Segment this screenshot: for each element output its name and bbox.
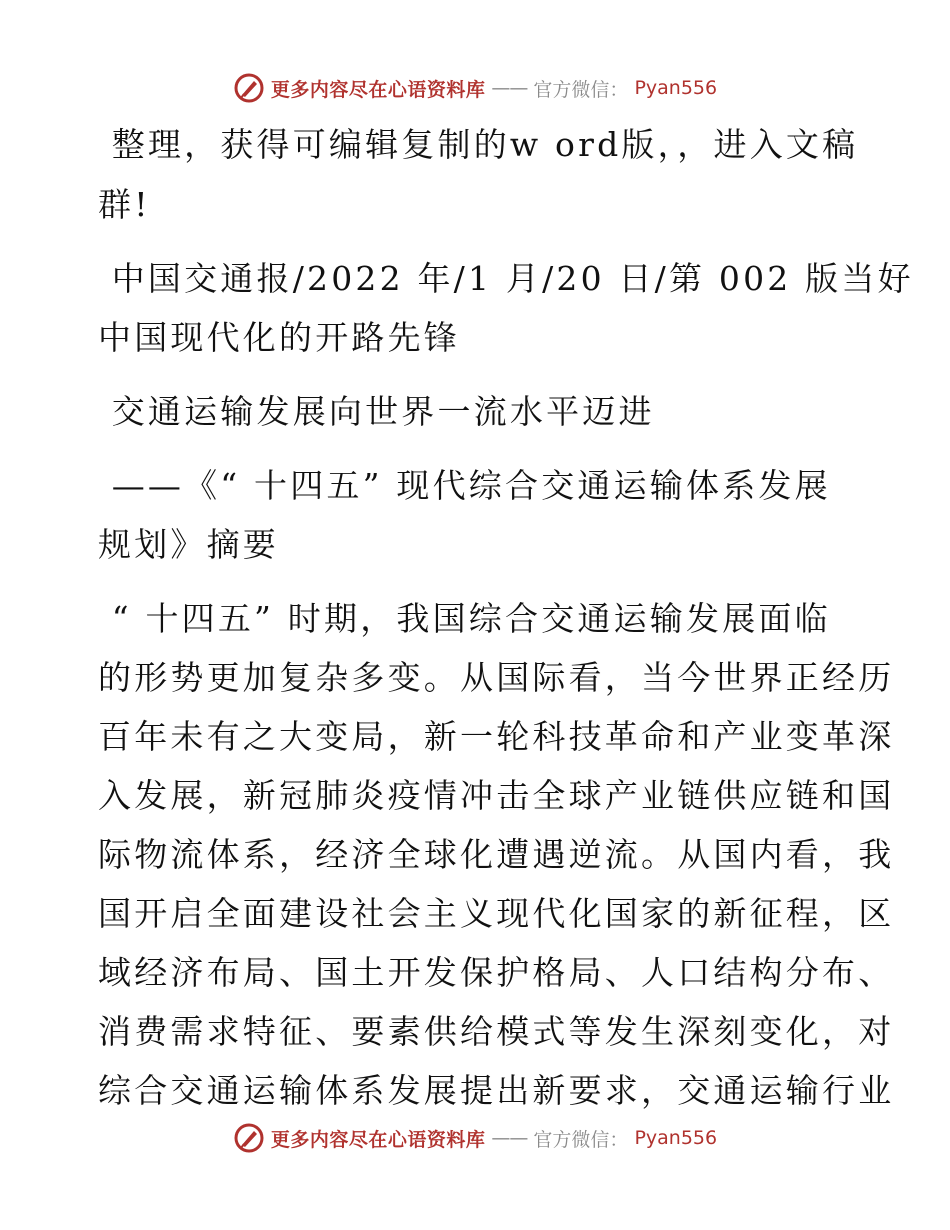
body-line: 中国现代化的开路先锋 [98, 318, 460, 357]
watermark-wechat-id: Pyan556 [634, 77, 718, 99]
body-line: 入发展，新冠肺炎疫情冲击全球产业链供应链和国 [98, 776, 895, 815]
body-line: 中国交通报/2022 年/1 月/20 日/第 002 版当好 [98, 259, 914, 298]
body-line: “ 十四五” 时期，我国综合交通运输发展面临 [98, 599, 831, 638]
seal-quill-icon [233, 1122, 265, 1154]
body-line: 规划》摘要 [98, 525, 279, 564]
footer-watermark [0, 1122, 950, 1154]
watermark-wechat-label: 官方微信： [533, 1128, 629, 1151]
body-line: 综合交通运输体系发展提出新要求，交通运输行业 [98, 1071, 895, 1110]
body-line: 消费需求特征、要素供给模式等发生深刻变化，对 [98, 1012, 895, 1051]
body-line: 交通运输发展向世界一流水平迈进 [98, 392, 655, 431]
header-watermark [0, 72, 950, 104]
body-line: 整理，获得可编辑复制的w ord版，，进入文稿 [98, 125, 859, 164]
body-line: 的形势更加复杂多变。从国际看，当今世界正经历 [98, 658, 895, 697]
seal-quill-icon [233, 72, 265, 104]
body-line: ——《“ 十四五” 现代综合交通运输体系发展 [98, 466, 831, 505]
body-line: 域经济布局、国土开发保护格局、人口结构分布、 [98, 953, 895, 992]
watermark-main-text: 更多内容尽在心语资料库 [270, 78, 486, 101]
body-line: 国开启全面建设社会主义现代化国家的新征程，区 [98, 894, 895, 933]
watermark-main-text: 更多内容尽在心语资料库 [270, 1128, 486, 1151]
watermark-wechat-label: 官方微信： [533, 78, 629, 101]
watermark-separator: —— [491, 77, 528, 99]
body-line: 群! [98, 185, 151, 224]
watermark-wechat-id: Pyan556 [634, 1127, 718, 1149]
watermark-separator: —— [491, 1127, 528, 1149]
body-line: 际物流体系，经济全球化遭遇逆流。从国内看，我 [98, 835, 895, 874]
body-line: 百年未有之大变局，新一轮科技革命和产业变革深 [98, 717, 895, 756]
